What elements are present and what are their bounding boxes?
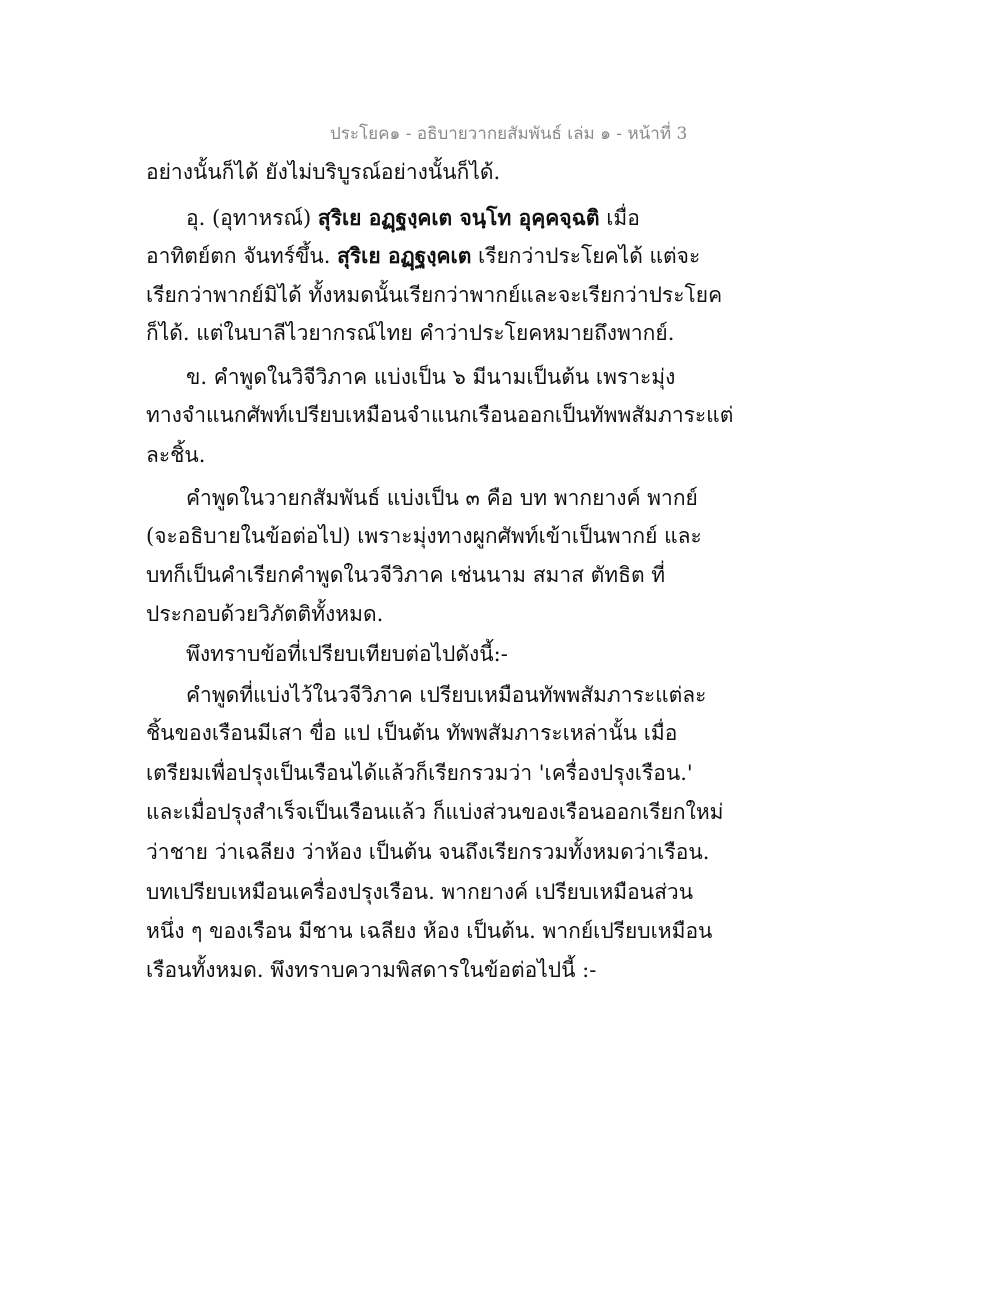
text-line: (จะอธิบายในข้อต่อไป) เพราะมุ่งทางผูกศัพท์เข้าเป็นพากย์ และ <box>146 524 702 548</box>
pali-phrase-bold: สุริเย อฏฺฐงฺคเต <box>337 243 472 268</box>
example-label: อุ. (อุทาหรณ์) <box>186 206 318 230</box>
text-line: คำพูดที่แบ่งไว้ในวจีวิภาค เปรียบเหมือนทัพพสัมภาระแต่ละ <box>186 683 707 707</box>
text-line: ทางจำแนกศัพท์เปรียบเหมือนจำแนกเรือนออกเป็นทัพพสัมภาระแต่ <box>146 403 734 427</box>
translation-text: อาทิตย์ตก จันทร์ขึ้น. <box>146 244 338 268</box>
text-line: ชิ้นของเรือนมีเสา ขื่อ แป เป็นต้น ทัพพสัมภาระเหล่านั้น เมื่อ <box>146 721 678 745</box>
text-line: และเมื่อปรุงสำเร็จเป็นเรือนแล้ว ก็แบ่งส่วนของเรือนออกเรียกใหม่ <box>146 800 724 824</box>
text-line: เตรียมเพื่อปรุงเป็นเรือนได้แล้วก็เรียกรวมว่า 'เครื่องปรุงเรือน.' <box>146 761 693 785</box>
text-line: ว่าชาย ว่าเฉลียง ว่าห้อง เป็นต้น จนถึงเรียกรวมทั้งหมดว่าเรือน. <box>146 840 710 864</box>
text-line: ละชิ้น. <box>146 443 206 467</box>
running-header: ประโยค๑ - อธิบายวากยสัมพันธ์ เล่ม ๑ - หน้าที่ 3 <box>330 124 688 144</box>
text-line: เรียกว่าพากย์มิได้ ทั้งหมดนั้นเรียกว่าพากย์และจะเรียกว่าประโยค <box>146 283 723 307</box>
text-line: อย่างนั้นก็ได้ ยังไม่บริบูรณ์อย่างนั้นก็ได้. <box>146 160 501 184</box>
text-line: ข. คำพูดในวิจีวิภาค แบ่งเป็น ๖ มีนามเป็นต้น เพราะมุ่ง <box>186 365 676 389</box>
text-line: เรือนทั้งหมด. พึงทราบความพิสดารในข้อต่อไปนี้ :- <box>146 958 597 982</box>
text-line: ก็ได้. แต่ในบาลีไวยากรณ์ไทย คำว่าประโยคหมายถึงพากย์. <box>146 321 675 345</box>
pali-example-bold: สุริเย อฏฺฐงฺคเต จนฺโท อุคฺคจฺฉติ <box>317 205 600 230</box>
text-line: ประกอบด้วยวิภัตติทั้งหมด. <box>146 602 384 626</box>
text-line <box>146 236 700 276</box>
text-line: พึงทราบข้อที่เปรียบเทียบต่อไปดังนี้:- <box>186 642 508 666</box>
text-line-example <box>186 198 640 238</box>
text-line: หนึ่ง ๆ ของเรือน มีชาน เฉลียง ห้อง เป็นต้น. พากย์เปรียบเหมือน <box>146 919 713 943</box>
text-line: บทก็เป็นคำเรียกคำพูดในวจีวิภาค เช่นนาม สมาส ตัทธิต ที่ <box>146 563 666 587</box>
example-translation-start: เมื่อ <box>599 206 640 230</box>
explanation-text: เรียกว่าประโยคได้ แต่จะ <box>471 244 701 268</box>
text-line: บทเปรียบเหมือนเครื่องปรุงเรือน. พากยางค์ เปรียบเหมือนส่วน <box>146 880 694 904</box>
text-line: คำพูดในวายกสัมพันธ์ แบ่งเป็น ๓ คือ บท พากยางค์ พากย์ <box>186 486 698 510</box>
